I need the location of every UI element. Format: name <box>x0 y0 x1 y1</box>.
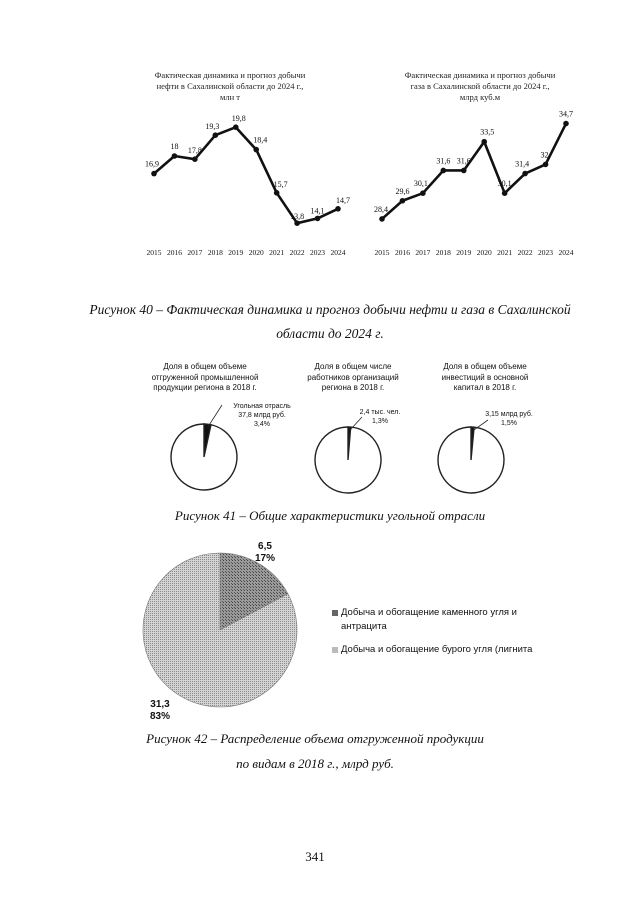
oil-title-line: млн т <box>219 92 240 102</box>
oil-data-label: 16,9 <box>145 159 159 169</box>
gas-x-tick-label: 2016 <box>394 248 410 257</box>
oil-point <box>151 171 157 177</box>
oil-x-tick-label: 2021 <box>269 248 285 257</box>
oil-data-label: 19,3 <box>205 122 220 132</box>
gas-data-label: 32 <box>540 150 549 160</box>
legend-b-text: Добыча и обогащение бурого угля (лигнита <box>341 644 533 655</box>
caption-line: по видам в 2018 г., млрд руб. <box>236 756 394 771</box>
oil-point <box>192 156 198 162</box>
gas-point <box>481 139 487 145</box>
oil-x-tick-label: 2024 <box>330 248 346 257</box>
gas-title-line: Фактическая динамика и прогноз добычи <box>404 70 556 80</box>
oil-chart-title <box>130 70 330 103</box>
pie3-title-line: инвестиций в основной <box>441 372 529 382</box>
gas-point <box>543 162 549 168</box>
legend-swatch-dark-icon <box>332 610 338 616</box>
pie2-label-line: 1,3% <box>372 418 388 425</box>
oil-x-tick-label: 2018 <box>207 248 223 257</box>
gas-x-tick-label: 2018 <box>435 248 451 257</box>
oil-point <box>315 216 321 222</box>
pie1-label-line: 3,4% <box>254 421 270 428</box>
slice-a-label <box>245 541 285 565</box>
gas-data-label: 28,4 <box>374 204 388 214</box>
oil-data-label: 15,7 <box>273 179 288 189</box>
gas-data-label: 34,7 <box>559 110 573 119</box>
slice-a-percent: 17% <box>254 553 275 564</box>
pie1-title <box>130 362 280 394</box>
gas-chart-title <box>370 70 590 103</box>
oil-data-label: 19,8 <box>231 114 246 124</box>
pie3-label-line: 3,15 млрд руб. <box>485 411 533 418</box>
slice-b-label <box>138 699 182 723</box>
pie3-label-line: 1,5% <box>501 420 517 427</box>
gas-data-label: 31,6 <box>456 156 471 166</box>
small-pies-area <box>0 395 630 505</box>
pie1-title-line: продукции региона в 2018 г. <box>153 383 257 392</box>
pie2-slice <box>315 427 381 493</box>
pie3-title <box>415 362 555 394</box>
gas-data-label: 30,1 <box>497 179 512 189</box>
figure-42-caption <box>60 731 570 772</box>
oil-x-tick-label: 2022 <box>289 248 305 257</box>
pie2-title-line: региона в 2018 г. <box>321 383 385 392</box>
gas-series-line <box>382 124 566 219</box>
legend-item-b <box>332 643 592 657</box>
figure-41-caption: Рисунок 41 – Общие характеристики угольной отрасли <box>174 508 486 523</box>
pie2-label-line: 2,4 тыс. чел. <box>359 409 401 416</box>
gas-line-chart <box>368 110 578 260</box>
gas-point <box>400 198 406 204</box>
pie2-title-line: работников организаций <box>307 372 399 382</box>
pie3-title-line: капитал в 2018 г. <box>453 383 517 392</box>
oil-point <box>294 220 300 226</box>
legend-a-line: антрацита <box>341 621 387 632</box>
pie1-title-line: Доля в общем объеме <box>163 362 247 371</box>
slice-a-value: 6,5 <box>258 541 272 552</box>
oil-title-line: Фактическая динамика и прогноз добычи <box>154 70 306 80</box>
gas-title-line: млрд куб.м <box>459 92 501 102</box>
gas-x-tick-label: 2015 <box>374 248 390 257</box>
legend-swatch-light-icon <box>332 647 338 653</box>
oil-data-label: 13,8 <box>290 212 305 222</box>
oil-x-tick-label: 2019 <box>228 248 244 257</box>
oil-data-label: 17,8 <box>187 146 202 156</box>
gas-data-label: 30,1 <box>413 179 428 189</box>
gas-data-label: 31,4 <box>515 159 530 169</box>
oil-x-tick-label: 2016 <box>166 248 182 257</box>
oil-point <box>274 190 280 196</box>
gas-x-tick-label: 2021 <box>497 248 513 257</box>
oil-data-label: 14,1 <box>310 206 325 216</box>
oil-point <box>253 147 259 153</box>
oil-point <box>335 206 341 212</box>
oil-point <box>233 124 239 130</box>
pie1-label-line: 37,8 млрд руб. <box>238 412 286 419</box>
gas-point <box>420 190 426 196</box>
oil-data-label: 18 <box>170 142 179 151</box>
gas-point <box>379 216 385 222</box>
pie3-title-line: Доля в общем объеме <box>443 362 527 371</box>
gas-x-tick-label: 2024 <box>558 248 574 257</box>
pie3-slice <box>438 427 504 493</box>
gas-point <box>441 168 447 174</box>
gas-x-tick-label: 2019 <box>456 248 472 257</box>
oil-data-label: 14,7 <box>336 195 350 205</box>
pie-legend <box>332 606 592 657</box>
oil-data-label: 18,4 <box>253 135 268 145</box>
page-number: 341 <box>305 849 325 864</box>
gas-data-label: 29,6 <box>395 186 410 196</box>
slice-b-percent: 83% <box>149 711 170 722</box>
pie1-slice <box>171 424 237 490</box>
gas-x-tick-label: 2022 <box>517 248 533 257</box>
pie2-title <box>283 362 423 394</box>
slice-b-value: 31,3 <box>150 699 170 710</box>
oil-title-line: нефти в Сахалинской области до 2024 г., <box>156 81 304 91</box>
caption-line: области до 2024 г. <box>276 326 384 341</box>
oil-point <box>172 153 178 159</box>
caption-line: Рисунок 40 – Фактическая динамика и прогноз добычи нефти и газа в Сахалинской <box>89 302 571 317</box>
oil-x-tick-label: 2015 <box>146 248 162 257</box>
gas-x-tick-label: 2017 <box>415 248 431 257</box>
gas-point <box>563 121 569 127</box>
oil-x-tick-label: 2020 <box>248 248 264 257</box>
caption-line: Рисунок 42 – Распределение объема отгруженной продукции <box>146 731 484 746</box>
large-pie-area <box>130 545 320 715</box>
gas-point <box>522 171 528 177</box>
pie2-title-line: Доля в общем числе <box>314 362 392 371</box>
legend-a-text <box>341 606 517 634</box>
gas-x-tick-label: 2023 <box>538 248 554 257</box>
oil-x-tick-label: 2023 <box>310 248 326 257</box>
oil-x-tick-label: 2017 <box>187 248 203 257</box>
gas-x-tick-label: 2020 <box>476 248 492 257</box>
oil-point <box>213 132 219 138</box>
oil-line-chart <box>140 110 350 260</box>
figure-40-caption <box>60 302 600 342</box>
pie1-leader-line <box>207 405 222 428</box>
gas-data-label: 33,5 <box>480 127 495 137</box>
gas-data-label: 31,6 <box>436 156 451 166</box>
gas-title-line: газа в Сахалинской области до 2024 г., <box>410 81 550 91</box>
gas-point <box>461 168 467 174</box>
gas-point <box>502 190 508 196</box>
pie1-title-line: отгруженной промышленной <box>151 372 259 382</box>
pie1-label-line: Угольная отрасль <box>233 403 291 410</box>
legend-a-line: Добыча и обогащение каменного угля и <box>341 607 517 618</box>
legend-item-a <box>332 606 592 634</box>
